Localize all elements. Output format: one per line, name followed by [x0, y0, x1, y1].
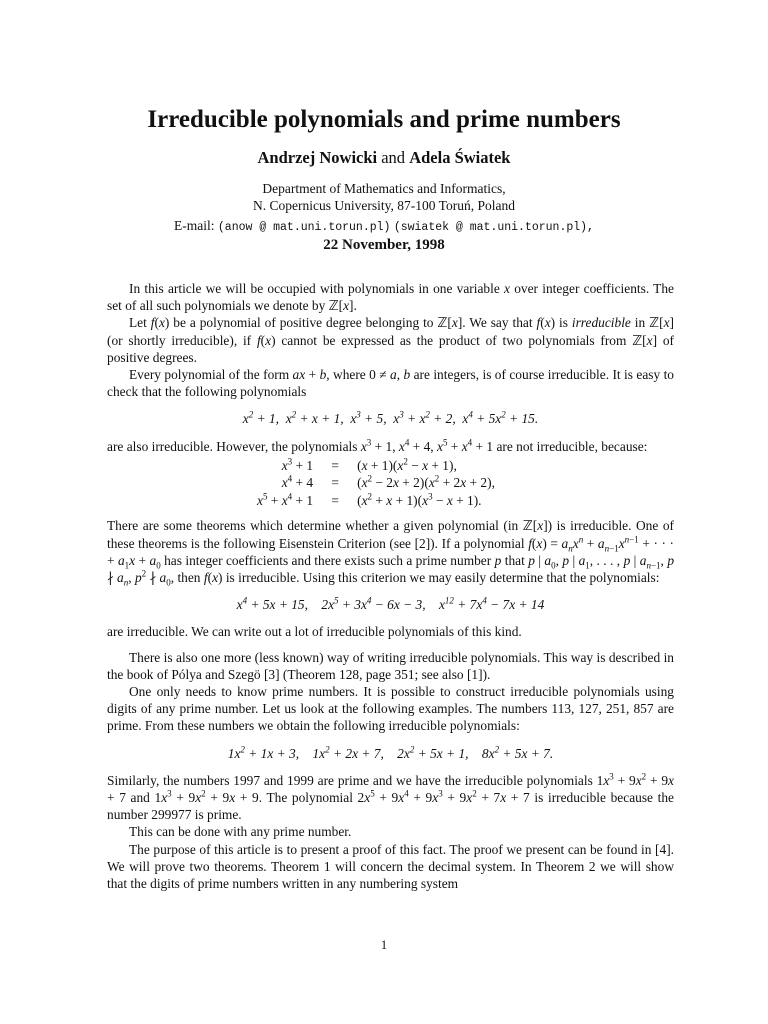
- author-1: Andrzej Nowicki: [257, 148, 378, 167]
- author-conjunction: and: [381, 148, 406, 167]
- article-body: [107, 280, 674, 892]
- paragraph: Every polynomial of the form ax + b, where 0 ≠ a, b are integers, is of course irreducible. It is easy to check that the following polynomials: [107, 367, 675, 400]
- display-equation: $x^2 + 1$, $x^2 + x + 1$, $x^3 + 5$, $x^3 + x^2 + 2$, $x^4 + 5x^2 + 15$.: [242, 409, 539, 427]
- paper-title: Irreducible polynomials and prime numbers: [147, 106, 621, 133]
- paragraph: This can be done with any prime number.: [129, 824, 352, 840]
- paragraph: There are some theorems which determine whether a given polynomial (in ℤ[x]) is irreducible. One of these theorems is the following Eisenstein Criterion (see [2]). If a polynomial $f(x) = a_nx^n + a_{n-1}x^{n-1}$ + · · · + $a_1x + a_0$ has integer coefficients and there exists such a prime number p that p | $a_0$, p | $a_1$, . . . , p | $a_{n-1}$, p ∤ $a_n$, $p^2$ ∤ $a_0$, then f(x) is irreducible. Using this criterion we may easily determine that the polynomials:: [107, 518, 675, 588]
- paragraph: Similarly, the numbers 1997 and 1999 are prime and we have the irreducible polynomials $1x^3 + 9x^2 + 9x + 7$ and $1x^3 + 9x^2 + 9x + 9$. The polynomial $2x^5 + 9x^4 + 9x^3 + 9x^2 + 7x + 7$ is irreducible because the number 299977 is prime.: [107, 771, 674, 823]
- paper-date: 22 November, 1998: [323, 237, 445, 253]
- paragraph: are irreducible. We can write out a lot of irreducible polynomials of this kind.: [107, 624, 522, 640]
- paragraph: Let f(x) be a polynomial of positive degree belonging to ℤ[x]. We say that f(x) is irreducible in ℤ[x] (or shortly irreducible), if f(x) cannot be expressed as the product of two polynomials from ℤ[x] of positive degrees.: [107, 315, 674, 365]
- paragraph: One only needs to know prime numbers. It is possible to construct irreducible polynomials using digits of any prime number. Let us look at the following examples. The numbers 113, 127, 251, 857 are prime. From these numbers we obtain the following irreducible polynomials:: [107, 683, 674, 734]
- affiliation-univ: N. Copernicus University, 87-100 Toruń, Poland: [253, 198, 515, 213]
- email-label: E-mail:: [174, 218, 215, 233]
- factorization-table: $x^3 + 1$ = $(x + 1)(x^2 - x + 1)$, $x^4 + 4$ = $(x^2 - 2x + 2)(x^2 + 2x + 2)$, $x^5 + x^4 + 1$ = $(x^2 + x + 1)(x^3 - x + 1)$.: [257, 456, 495, 508]
- email-1: (anow @ mat.uni.torun.pl): [217, 221, 391, 234]
- paragraph: In this article we will be occupied with polynomials in one variable x over integer coefficients. The set of all such polynomials we denote by ℤ[x].: [107, 281, 674, 314]
- affiliation-dept: Department of Mathematics and Informatics,: [262, 181, 506, 196]
- paragraph: There is also one more (less known) way of writing irreducible polynomials. This way is described in the book of Pólya and Szegö [3] (Theorem 128, page 351; see also [1]).: [107, 649, 674, 682]
- paragraph: are also irreducible. However, the polynomials $x^3 + 1$, $x^4 + 4$, $x^5 + x^4 + 1$ are not irreducible, because:: [107, 437, 648, 454]
- author-2: Adela Światek: [409, 148, 511, 167]
- email-line: [0, 217, 768, 236]
- display-equation: $1x^2 + 1x + 3$, $1x^2 + 2x + 7$, $2x^2 + 5x + 1$, $8x^2 + 5x + 7$.: [227, 744, 554, 761]
- display-equation: $x^4 + 5x + 15$, $2x^5 + 3x^4 - 6x - 3$, $x^{12} + 7x^4 - 7x + 14$: [236, 595, 545, 613]
- paragraph: The purpose of this article is to present a proof of this fact. The proof we present can be found in [4]. We will prove two theorems. Theorem 1 will concern the decimal system. In Theorem 2 we will show that the digits of prime numbers written in any numbering system: [107, 841, 674, 891]
- page-number: 1: [380, 938, 388, 952]
- email-2: (swiatek @ mat.uni.torun.pl),: [393, 221, 594, 234]
- author-line: [0, 148, 768, 168]
